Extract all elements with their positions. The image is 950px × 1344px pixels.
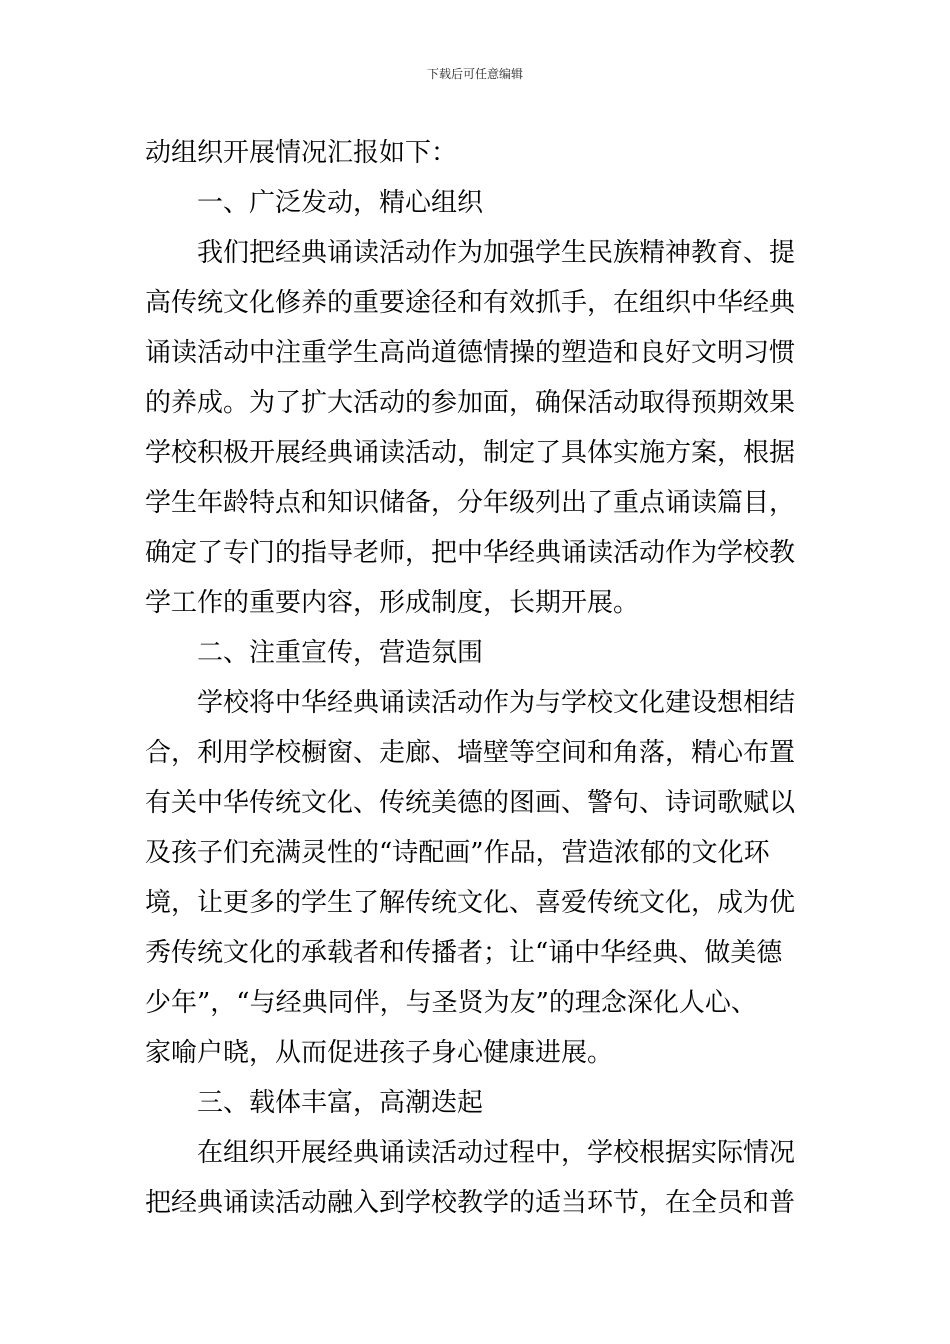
text-line: 的养成。为了扩大活动的参加面，确保活动取得预期效果 (145, 388, 796, 418)
document-body (145, 128, 807, 1228)
text-line: 学校积极开展经典诵读活动，制定了具体实施方案，根据 (145, 438, 796, 468)
text-line: 动组织开展情况汇报如下： (145, 138, 458, 168)
section-heading: 二、注重宣传，营造氛围 (197, 638, 484, 668)
text-line: 在组织开展经典诵读活动过程中，学校根据实际情况 (197, 1138, 796, 1168)
text-line: 把经典诵读活动融入到学校教学的适当环节，在全员和普 (145, 1188, 796, 1218)
text-line: 有关中华传统文化、传统美德的图画、警句、诗词歌赋以 (145, 788, 796, 818)
text-line: 学生年龄特点和知识储备，分年级列出了重点诵读篇目， (145, 488, 796, 518)
section-heading: 三、载体丰富，高潮迭起 (197, 1088, 484, 1118)
text-line: 境，让更多的学生了解传统文化、喜爱传统文化，成为优 (145, 888, 796, 918)
text-line: 秀传统文化的承载者和传播者；让“诵中华经典、做美德 (145, 938, 783, 968)
text-line: 家喻户晓，从而促进孩子身心健康进展。 (145, 1038, 614, 1068)
text-line: 少年”，“与经典同伴，与圣贤为友”的理念深化人心、 (145, 988, 757, 1018)
text-line: 我们把经典诵读活动作为加强学生民族精神教育、提 (197, 238, 796, 268)
page-header: 下载后可任意编辑 (426, 67, 523, 81)
section-heading: 一、广泛发动，精心组织 (197, 188, 484, 218)
text-line: 学校将中华经典诵读活动作为与学校文化建设想相结 (197, 688, 796, 718)
text-line: 合，利用学校橱窗、走廊、墙壁等空间和角落，精心布置 (145, 738, 796, 768)
text-line: 及孩子们充满灵性的“诗配画”作品，营造浓郁的文化环 (145, 838, 770, 868)
text-line: 确定了专门的指导老师，把中华经典诵读活动作为学校教 (145, 538, 796, 568)
text-line: 高传统文化修养的重要途径和有效抓手，在组织中华经典 (145, 288, 796, 318)
text-line: 诵读活动中注重学生高尚道德情操的塑造和良好文明习惯 (145, 338, 796, 368)
text-line: 学工作的重要内容，形成制度，长期开展。 (145, 588, 640, 618)
